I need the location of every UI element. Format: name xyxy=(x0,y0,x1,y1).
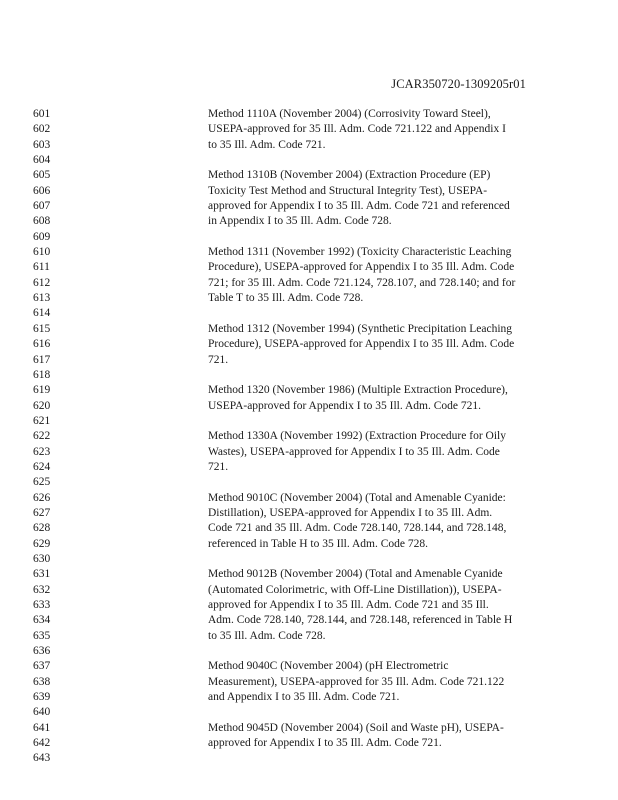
method-entry-line: Code 721 and 35 Ill. Adm. Code 728.140, 728.144, and 728.148, xyxy=(208,522,507,535)
method-entry-line: USEPA-approved for 35 Ill. Adm. Code 721.122 and Appendix I xyxy=(208,123,506,136)
line-number: 628 xyxy=(33,522,51,535)
line-number: 606 xyxy=(33,184,51,197)
method-entry-line: Method 1312 (November 1994) (Synthetic Precipitation Leaching xyxy=(208,322,513,335)
line-number: 626 xyxy=(33,491,51,504)
line-number: 611 xyxy=(33,261,50,274)
method-entry-line: Measurement), USEPA-approved for 35 Ill. Adm. Code 721.122 xyxy=(208,675,505,688)
method-entry xyxy=(208,491,534,552)
line-number: 627 xyxy=(33,506,51,519)
method-entry-line: referenced in Table H to 35 Ill. Adm. Code 728. xyxy=(208,537,428,550)
line-number: 617 xyxy=(33,353,51,366)
line-number: 609 xyxy=(33,230,51,243)
line-number: 610 xyxy=(33,246,51,259)
line-number: 616 xyxy=(33,338,51,351)
line-number: 614 xyxy=(33,307,51,320)
method-entry-line: to 35 Ill. Adm. Code 721. xyxy=(208,138,326,151)
line-number: 613 xyxy=(33,292,51,305)
line-number: 612 xyxy=(33,276,51,289)
method-entry-line: USEPA-approved for Appendix I to 35 Ill. Adm. Code 721. xyxy=(208,399,482,412)
method-entry-line: approved for Appendix I to 35 Ill. Adm. Code 721. xyxy=(208,737,442,750)
method-entry-line: Table T to 35 Ill. Adm. Code 728. xyxy=(208,292,364,305)
method-entry xyxy=(208,567,534,644)
method-entry-line: Wastes), USEPA-approved for Appendix I to 35 Ill. Adm. Code xyxy=(208,445,500,458)
line-number: 620 xyxy=(33,399,51,412)
line-number: 621 xyxy=(33,414,51,427)
method-entry-line: (Automated Colorimetric, with Off-Line Distillation)), USEPA- xyxy=(208,583,502,596)
method-entry xyxy=(208,429,534,475)
method-entry-line: 721. xyxy=(208,460,229,473)
line-number: 631 xyxy=(33,568,51,581)
method-entry-line: Procedure), USEPA-approved for Appendix I to 35 Ill. Adm. Code xyxy=(208,338,515,351)
line-number: 641 xyxy=(33,721,51,734)
line-number: 642 xyxy=(33,737,51,750)
line-number: 618 xyxy=(33,368,51,381)
line-number-column xyxy=(33,107,50,767)
line-number: 623 xyxy=(33,445,51,458)
line-number: 634 xyxy=(33,614,51,627)
line-number: 633 xyxy=(33,599,51,611)
method-entry-line: Adm. Code 728.140, 728.144, and 728.148, referenced in Table H xyxy=(208,614,513,627)
line-number: 607 xyxy=(33,200,51,213)
method-entry-line: in Appendix I to 35 Ill. Adm. Code 728. xyxy=(208,215,392,228)
line-number: 637 xyxy=(33,660,51,673)
line-number: 635 xyxy=(33,629,51,642)
method-entry-line: 721; for 35 Ill. Adm. Code 721.124, 728.107, and 728.140; and for xyxy=(208,276,516,289)
line-number: 604 xyxy=(33,154,51,167)
line-number: 636 xyxy=(33,645,51,658)
method-entry xyxy=(208,245,534,306)
method-entry-line: approved for Appendix I to 35 Ill. Adm. Code 721 and referenced xyxy=(208,200,510,213)
line-number: 602 xyxy=(33,123,51,136)
method-entry-line: approved for Appendix I to 35 Ill. Adm. Code 721 and 35 Ill. xyxy=(208,599,489,611)
method-entry xyxy=(208,659,534,705)
line-number: 603 xyxy=(33,138,51,151)
method-entry-line: to 35 Ill. Adm. Code 728. xyxy=(208,629,326,642)
method-list xyxy=(208,107,534,767)
method-entry-line: Method 9040C (November 2004) (pH Electrometric xyxy=(208,660,449,673)
method-entry-line: Method 1310B (November 2004) (Extraction Procedure (EP) xyxy=(208,169,491,182)
method-entry-line: Method 1311 (November 1992) (Toxicity Characteristic Leaching xyxy=(208,246,512,259)
method-entry-line: and Appendix I to 35 Ill. Adm. Code 721. xyxy=(208,691,400,704)
method-entry xyxy=(208,107,534,153)
method-entry xyxy=(208,168,534,229)
line-number: 622 xyxy=(33,430,51,443)
line-number: 601 xyxy=(33,108,51,120)
method-entry xyxy=(208,322,534,368)
line-number: 638 xyxy=(33,675,51,688)
line-number: 632 xyxy=(33,583,51,596)
method-entry-line: 721. xyxy=(208,353,229,366)
line-number: 643 xyxy=(33,752,51,765)
method-entry-line: Method 9045D (November 2004) (Soil and Waste pH), USEPA- xyxy=(208,721,504,734)
line-number: 640 xyxy=(33,706,51,719)
line-number: 625 xyxy=(33,476,51,489)
method-entry-line: Method 9012B (November 2004) (Total and Amenable Cyanide xyxy=(208,568,503,581)
line-number: 619 xyxy=(33,384,51,397)
line-number: 629 xyxy=(33,537,51,550)
method-entry xyxy=(208,383,534,414)
method-entry-line: Method 1330A (November 1992) (Extraction Procedure for Oily xyxy=(208,430,506,443)
method-entry-line: Toxicity Test Method and Structural Integrity Test), USEPA- xyxy=(208,184,488,197)
line-number: 630 xyxy=(33,552,51,565)
line-number: 639 xyxy=(33,691,51,704)
method-entry-line: Method 1320 (November 1986) (Multiple Extraction Procedure), xyxy=(208,384,508,397)
method-entry-line: Procedure), USEPA-approved for Appendix I to 35 Ill. Adm. Code xyxy=(208,261,515,274)
line-number: 605 xyxy=(33,169,51,182)
line-number: 615 xyxy=(33,322,51,335)
line-number: 608 xyxy=(33,215,51,228)
line-number: 624 xyxy=(33,460,51,473)
method-entry-line: Distillation), USEPA-approved for Appendix I to 35 Ill. Adm. xyxy=(208,506,493,519)
method-entry xyxy=(208,721,534,752)
document-id: JCAR350720-1309205r01 xyxy=(391,77,526,91)
method-entry-line: Method 9010C (November 2004) (Total and Amenable Cyanide: xyxy=(208,491,506,504)
method-entry-line: Method 1110A (November 2004) (Corrosivity Toward Steel), xyxy=(208,108,491,120)
